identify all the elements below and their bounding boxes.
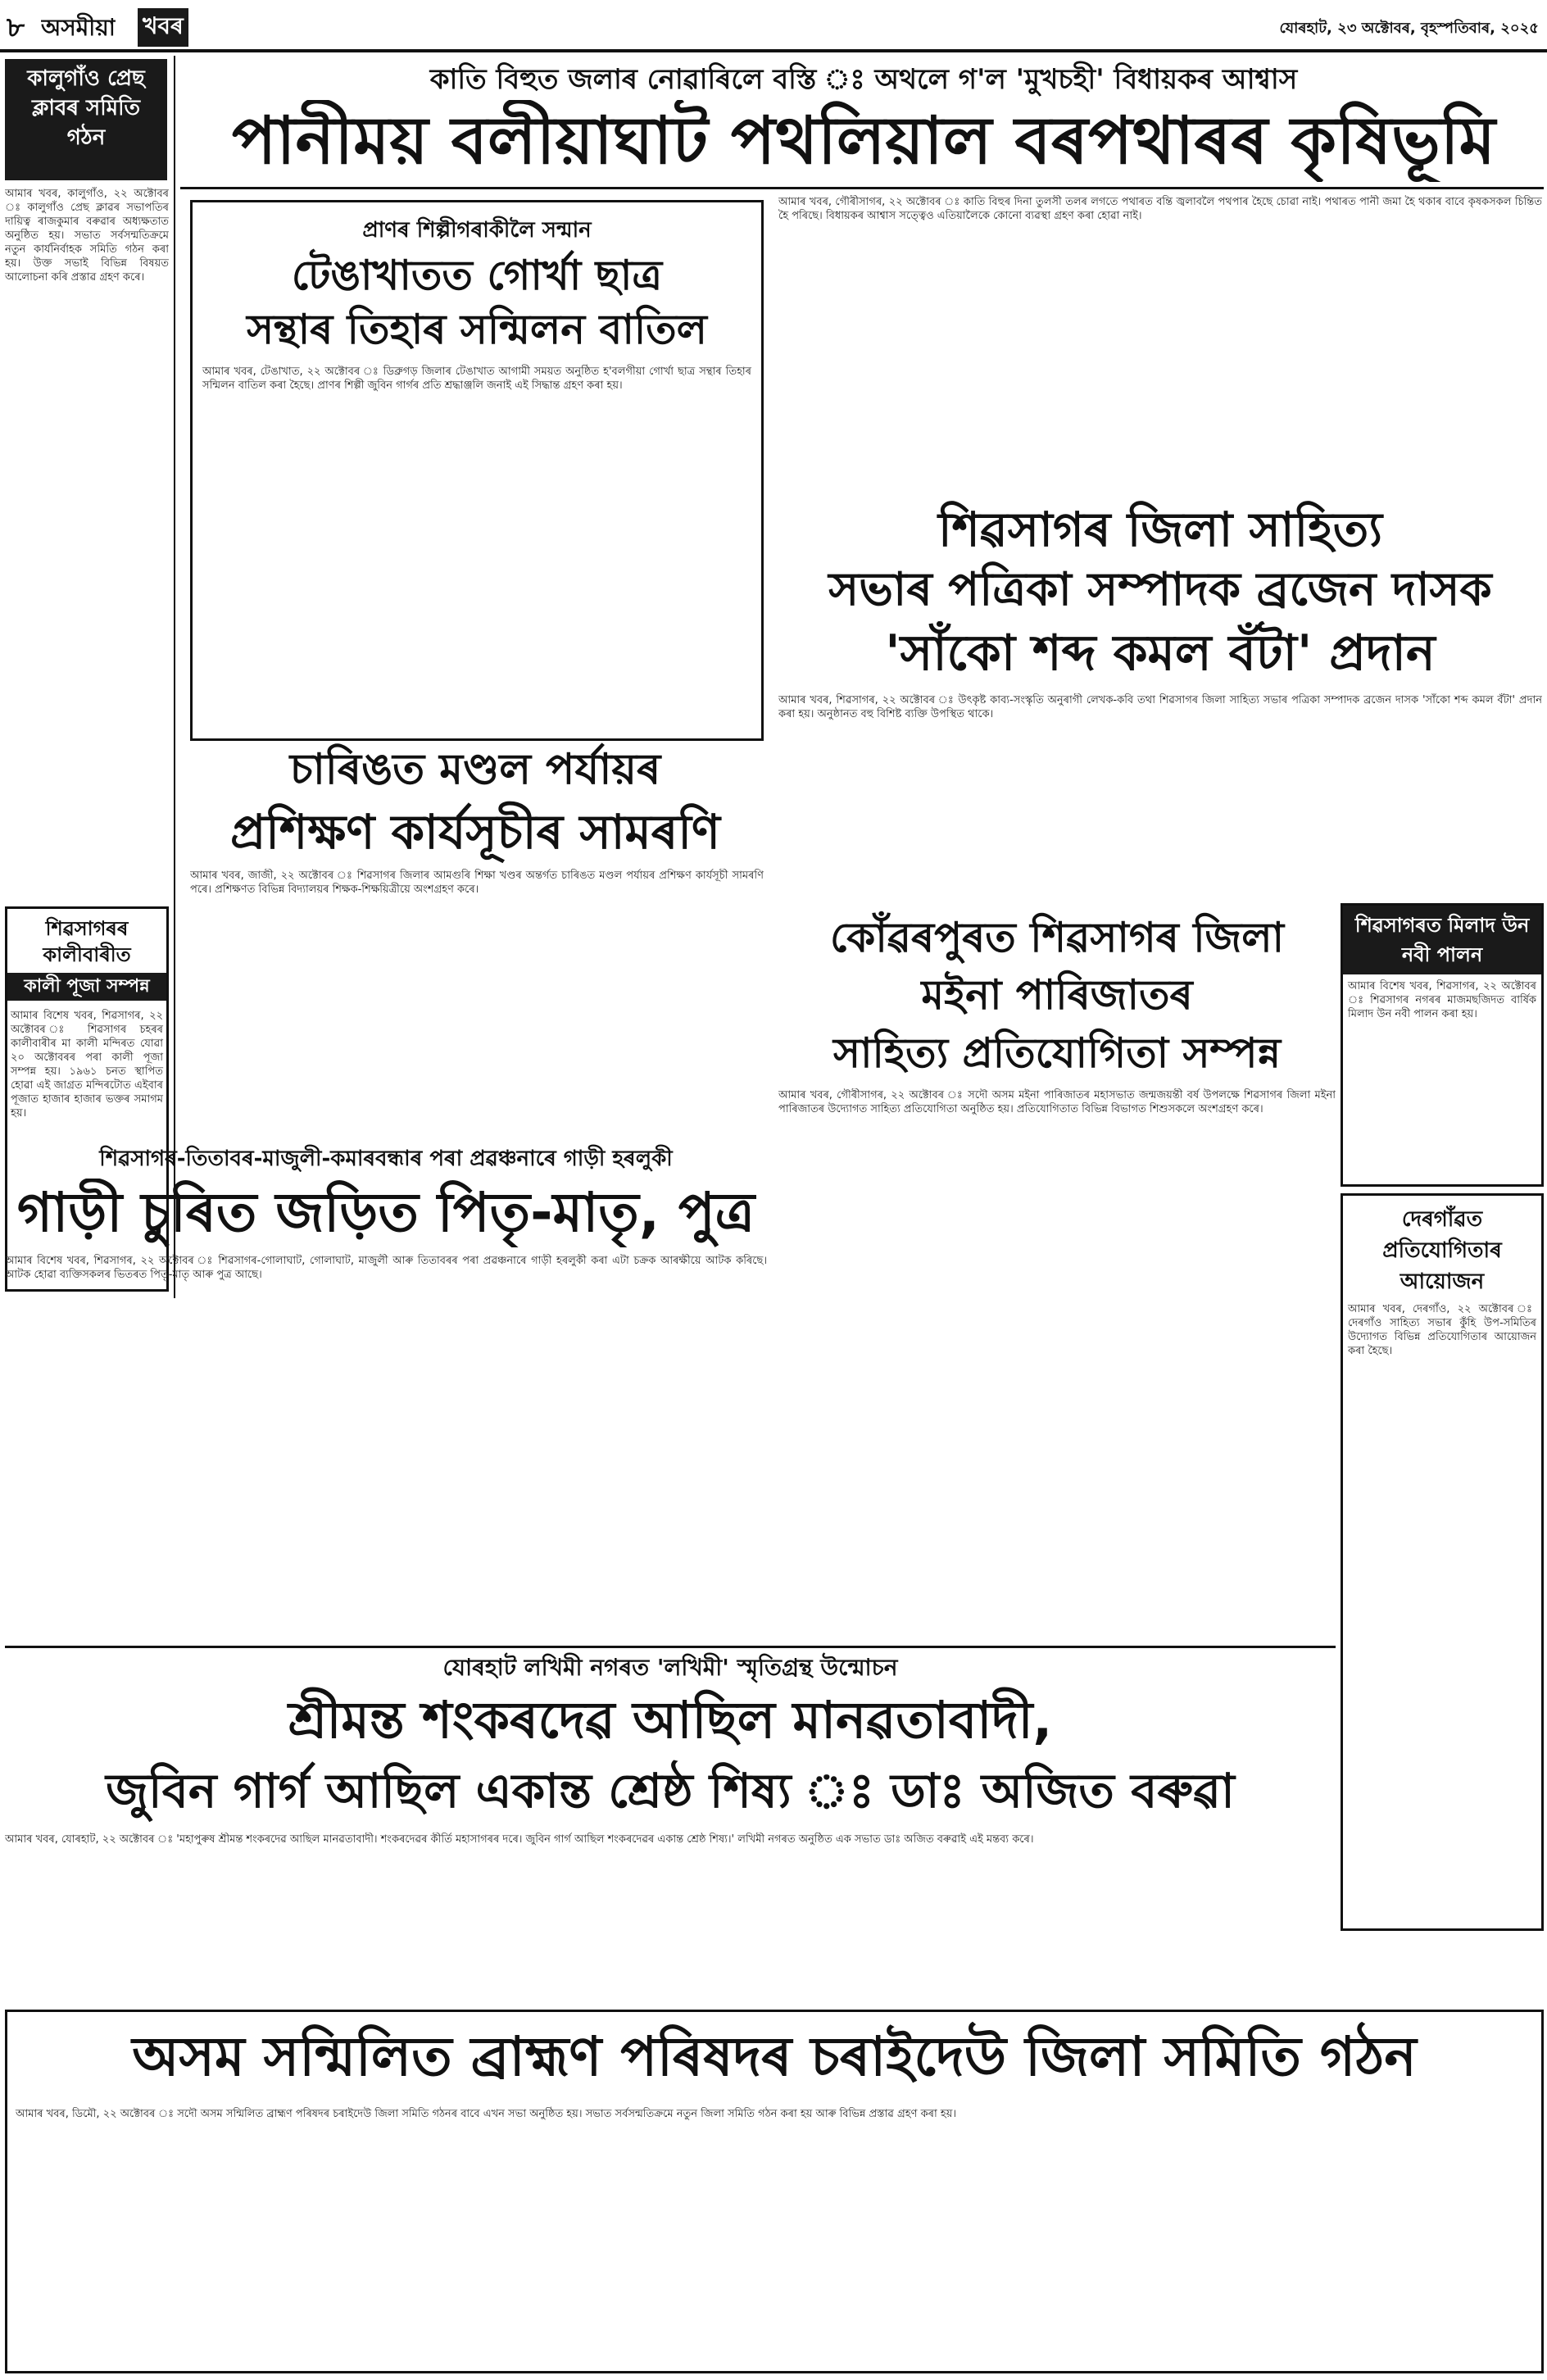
top-story-kicker: কাতি বিহুত জলাৰ নোৱাৰিলে বস্তি ঃ অথলে গ'ল 'মুখচহী' বিধায়কৰ আশ্বাস bbox=[429, 63, 1298, 96]
milad-title: শিৱসাগৰত মিলাদ উন নবী পালন bbox=[1343, 906, 1541, 974]
car-theft-kicker: শিৱসাগৰ-তিতাবৰ-মাজুলী-কমাৰবন্ধাৰ পৰা প্ৰৱঞ্চনাৰে গাড়ী হৰলুকী bbox=[99, 1147, 673, 1171]
top-story-headline: পানীময় বলীয়াঘাট পথলিয়াল বৰপথাৰৰ কৃষিভূমি bbox=[231, 102, 1496, 179]
sahitya-headline-1: শিৱসাগৰ জিলা সাহিত্য bbox=[937, 502, 1383, 557]
brahmin-headline: অসম সন্মিলিত ব্ৰাহ্মণ পৰিষদৰ চৰাইদেউ জিলা সমিতি গঠন bbox=[132, 2025, 1417, 2088]
brahmin-box bbox=[5, 2010, 1544, 2373]
gorkha-headline-1: টেঙাখাতত গোৰ্খা ছাত্ৰ bbox=[291, 252, 663, 299]
kalibari-text: আমাৰ বিশেষ খবৰ, শিৱসাগৰ, ২২ অক্টোবৰ ঃ শিৱসাগৰ চহৰৰ কালীবাৰীৰ মা কালী মন্দিৰত যোৱা ২০ অক্টোবৰৰ পৰা কালী পূজা সম্পন্ন হয়। ১৯৬১ চনত স্থাপিত হোৱা এই জাগ্ৰত মন্দিৰটোত এইবাৰ পূজাত হাজাৰ হাজাৰ ভক্তৰ সমাগম হয়। bbox=[11, 1010, 163, 1120]
kalugaon-press-club-title: কালুগাঁও প্ৰেছ ক্লাবৰ সমিতি গঠন bbox=[5, 59, 167, 180]
kalugaon-press-club-text: আমাৰ খবৰ, কালুগাঁও, ২২ অক্টোবৰ ঃ কালুগাঁও প্ৰেছ ক্লাৱৰ সভাপতিৰ দায়িত্ব ৰাজকুমাৰ বৰুৱাৰ অধ্যক্ষতাত অনুষ্ঠিত হয়। সভাত সৰ্বসন্মতিক্ৰমে নতুন কাৰ্যনিৰ্বাহক সমিতি গঠন কৰা হয়। উক্ত সভাই বিভিন্ন বিষয়ত আলোচনা কৰি প্ৰস্তাৱ গ্ৰহণ কৰে। bbox=[5, 188, 169, 284]
milad-box bbox=[1341, 903, 1544, 1187]
gorkha-box bbox=[190, 200, 764, 741]
deragaon-box bbox=[1341, 1193, 1544, 1931]
paper-name-2: খবৰ bbox=[138, 8, 188, 47]
gorkha-text: আমাৰ খবৰ, টেঙাখাত, ২২ অক্টোবৰ ঃ ডিব্ৰুগড় জিলাৰ টেঙাখাত আগামী সময়ত অনুষ্ঠিত হ'বলগীয়া গোৰ্খা ছাত্ৰ সন্থাৰ তিহাৰ সন্মিলন বাতিল কৰা হৈছে। প্ৰাণৰ শিল্পী জুবিন গাৰ্গৰ প্ৰতি শ্ৰদ্ধাঞ্জলি জনাই এই সিদ্ধান্ত গ্ৰহণ কৰা হয়। bbox=[202, 366, 751, 392]
milad-text: আমাৰ বিশেষ খবৰ, শিৱসাগৰ, ২২ অক্টোবৰ ঃ শিৱসাগৰ নগৰৰ মাজমছজিদত বাৰ্ষিক মিলাদ উন নবী পালন কৰা হয়। bbox=[1348, 980, 1536, 1020]
moina-headline-1: কোঁৱৰপুৰত শিৱসাগৰ জিলা bbox=[830, 914, 1284, 961]
gorkha-headline-2: সন্থাৰ তিহাৰ সন্মিলন বাতিল bbox=[247, 306, 707, 353]
shankardev-headline-1: শ্ৰীমন্ত শংকৰদেৱ আছিল মানৱতাবাদী, bbox=[288, 1690, 1053, 1750]
moina-text: আমাৰ খবৰ, গৌৰীসাগৰ, ২২ অক্টোবৰ ঃ সদৌ অসম মইনা পাৰিজাতৰ মহাসভাত জন্মজয়ন্তী বৰ্ষ উপলক্ষে শিৱসাগৰ জিলা মইনা পাৰিজাতৰ উদ্যোগত সাহিত্য প্ৰতিযোগিতা অনুষ্ঠিত হয়। প্ৰতিযোগিতাত বিভিন্ন বিভাগত শিশুসকলে অংশগ্ৰহণ কৰে। bbox=[778, 1089, 1336, 1115]
deragaon-title: দেৰগাঁৱত প্ৰতিযোগিতাৰ আয়োজন bbox=[1382, 1207, 1502, 1294]
brahmin-text: আমাৰ খবৰ, ডিমৌ, ২২ অক্টোবৰ ঃ সদৌ অসম সন্মিলিত ব্ৰাহ্মণ পৰিষদৰ চৰাইদেউ জিলা সমিতি গঠনৰ বাবে এখন সভা অনুষ্ঠিত হয়। সভাত সৰ্বসন্মতিক্ৰমে নতুন জিলা সমিতি গঠন কৰা হয় আৰু বিভিন্ন প্ৰস্তাৱ গ্ৰহণ কৰা হয়। bbox=[16, 2108, 957, 2120]
sahitya-headline-3: 'সাঁকো শব্দ কমল বঁটা' প্ৰদান bbox=[885, 625, 1436, 682]
gorkha-kicker: প্ৰাণৰ শিল্পীগৰাকীলৈ সন্মান bbox=[362, 218, 592, 243]
training-headline-1: চাৰিঙত মণ্ডল পৰ্যায়ৰ bbox=[289, 745, 661, 794]
training-text: আমাৰ খবৰ, জাজী, ২২ অক্টোবৰ ঃ শিৱসাগৰ জিলাৰ আমগুৰি শিক্ষা খণ্ডৰ অন্তৰ্গত চাৰিঙত মণ্ডল পৰ্যায়ৰ প্ৰশিক্ষণ কাৰ্যসূচী সামৰণি পৰে। প্ৰশিক্ষণত বিভিন্ন বিদ্যালয়ৰ শিক্ষক-শিক্ষয়িত্ৰীয়ে অংশগ্ৰহণ কৰে। bbox=[190, 870, 764, 896]
sahitya-headline-2: সভাৰ পত্ৰিকা সম্পাদক ব্ৰজেন দাসক bbox=[828, 563, 1492, 616]
sahitya-text: আমাৰ খবৰ, শিৱসাগৰ, ২২ অক্টোবৰ ঃ উৎকৃষ্ট কাব্য-সংস্কৃতি অনুৰাগী লেখক-কবি তথা শিৱসাগৰ জিলা সাহিত্য সভাৰ পত্ৰিকা সম্পাদক ব্ৰজেন দাসক 'সাঁকো শব্দ কমল বঁটা' প্ৰদান কৰা হয়। অনুষ্ঠানত বহু বিশিষ্ট ব্যক্তি উপস্থিত থাকে। bbox=[778, 694, 1542, 720]
moina-headline-3: সাহিত্য প্ৰতিযোগিতা সম্পন্ন bbox=[832, 1029, 1282, 1077]
kalibari-title-2: কালী পূজা সম্পন্ন bbox=[7, 973, 166, 1001]
deragaon-text: আমাৰ খবৰ, দেৰগাঁও, ২২ অক্টোবৰ ঃ দেৰগাঁও সাহিত্য সভাৰ কুঁহি উপ-সমিতিৰ উদ্যোগত বিভিন্ন প্ৰতিযোগিতাৰ আয়োজন কৰা হৈছে। bbox=[1348, 1303, 1536, 1357]
paper-name-1: অসমীয়া bbox=[41, 14, 116, 41]
shankardev-kicker: যোৰহাট লখিমী নগৰত 'লখিমী' স্মৃতিগ্ৰন্থ উন্মোচন bbox=[442, 1654, 898, 1681]
dateline: যোৰহাট, ২৩ অক্টোবৰ, বৃহস্পতিবাৰ, ২০২৫ bbox=[1279, 20, 1539, 37]
top-story-text: আমাৰ খবৰ, গৌৰীসাগৰ, ২২ অক্টোবৰ ঃ কাতি বিহুৰ দিনা তুলসী তলৰ লগতে পথাৰত বন্তি জ্বলাবলৈ পথপাৰ হৈছে চোৱা নাই। পথাৰত পানী জমা হৈ থকাৰ বাবে কৃষকসকল চিন্তিত হৈ পৰিছে। বিধায়কৰ আশ্বাস সত্ত্বেও এতিয়ালৈকে কোনো ব্যৱস্থা গ্ৰহণ কৰা হোৱা নাই। bbox=[778, 196, 1542, 222]
car-theft-headline: গাড়ী চুৰিত জড়িত পিতৃ-মাতৃ, পুত্ৰ bbox=[16, 1181, 755, 1244]
training-headline-2: প্ৰশিক্ষণ কাৰ্যসূচীৰ সামৰণি bbox=[230, 804, 720, 860]
page-number: ৮ bbox=[7, 11, 25, 44]
masthead bbox=[0, 0, 1547, 51]
kalibari-title-1: শিৱসাগৰৰ কালীবাৰীত bbox=[43, 917, 131, 966]
car-theft-text: আমাৰ বিশেষ খবৰ, শিৱসাগৰ, ২২ অক্টোবৰ ঃ শিৱসাগৰ-গোলাঘাট, গোলাঘাট, মাজুলী আৰু তিতাবৰৰ পৰা প্ৰৱঞ্চনাৰে গাড়ী হৰলুকী কৰা এটা চক্ৰক আৰক্ষীয়ে আটক কৰিছে। আটক হোৱা ব্যক্তিসকলৰ ভিতৰত পিতৃ-মাতৃ আৰু পুত্ৰ আছে। bbox=[5, 1255, 767, 1281]
moina-headline-2: মইনা পাৰিজাতৰ bbox=[921, 971, 1193, 1019]
shankardev-headline-2: জুবিন গাৰ্গ আছিল একান্ত শ্ৰেষ্ঠ শিষ্য ঃ ডাঃ অজিত বৰুৱা bbox=[106, 1763, 1235, 1819]
shankardev-text: আমাৰ খবৰ, যোৰহাট, ২২ অক্টোবৰ ঃ 'মহাপুৰুষ শ্ৰীমন্ত শংকৰদেৱ আছিল মানৱতাবাদী। শংকৰদেৱৰ কীৰ্তি মহাসাগৰৰ দৰে। জুবিন গাৰ্গ আছিল শংকৰদেৱৰ একান্ত শ্ৰেষ্ঠ শিষ্য।' লখিমী নগৰত অনুষ্ঠিত এক সভাত ডাঃ অজিত বৰুৱাই এই মন্তব্য কৰে। bbox=[5, 1833, 1034, 1846]
